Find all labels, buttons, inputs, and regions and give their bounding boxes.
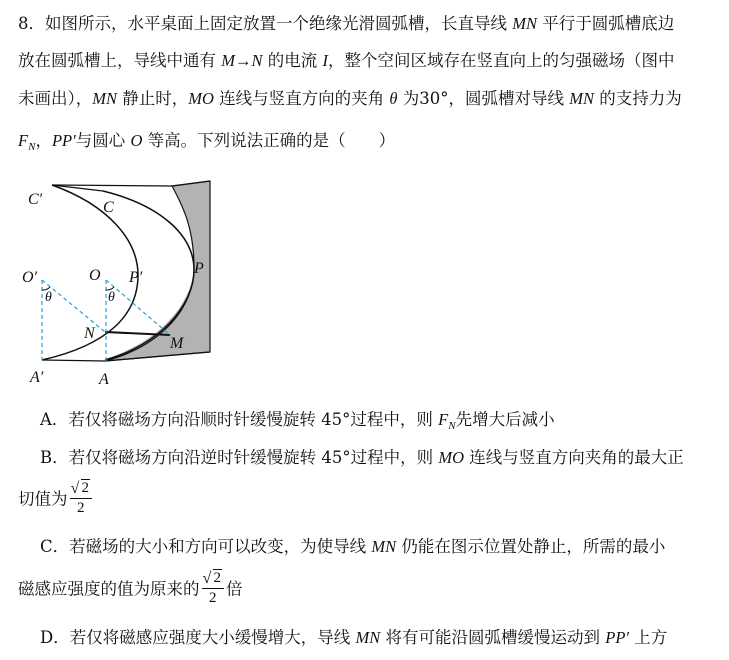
var-F-subscript: N (28, 141, 36, 153)
option-C (40, 533, 665, 557)
text: 放在圆弧槽上，导线中通有 (18, 51, 222, 70)
var-PP-prime: PP′ (605, 628, 630, 647)
option-B-line-2 (18, 478, 94, 517)
label-O-prime: O′ (22, 269, 38, 286)
text: 切值为 (18, 489, 68, 509)
var-MO: MO (438, 448, 465, 467)
fraction-sqrt2-over-2 (202, 568, 225, 607)
label-A-prime: A′ (30, 369, 44, 386)
label-C-prime: C′ (28, 191, 43, 208)
text: B．若仅将磁场方向沿逆时针缓慢旋转 45°过程中，则 (40, 448, 439, 467)
text: A．若仅将磁场方向沿顺时针缓慢旋转 45°过程中，则 (40, 410, 439, 429)
label-theta-2: θ (108, 290, 115, 305)
option-B (40, 444, 684, 468)
var-O: O (130, 131, 143, 150)
text: 为30°，圆弧槽对导线 (397, 89, 570, 108)
text: 未画出）， (18, 89, 93, 108)
text: 先增大后减小 (455, 410, 555, 429)
label-C: C (103, 199, 114, 216)
text: 倍 (226, 579, 243, 599)
text: 等高。下列说法正确的是（ ） (142, 131, 396, 150)
text: ， (35, 131, 52, 150)
var-MO: MO (188, 89, 214, 108)
top-edge-back (52, 185, 172, 186)
label-M: M (170, 335, 184, 352)
var-MN: MN (92, 89, 117, 108)
var-F-subscript: N (448, 420, 456, 432)
label-N: N (84, 325, 95, 342)
text: 静止时， (117, 89, 189, 108)
fraction-denominator: 2 (209, 590, 217, 606)
var-F: F (18, 131, 29, 150)
text: C．若磁场的大小和方向可以改变，为使导线 (40, 537, 372, 556)
text: 平行于圆弧槽底边 (537, 14, 675, 33)
text: 上方 (629, 628, 668, 647)
var-PP-prime: PP′ (51, 131, 76, 150)
option-A (40, 406, 555, 432)
var-I: I (322, 51, 328, 70)
var-MN: MN (355, 628, 381, 647)
text: 将有可能沿圆弧槽缓慢运动到 (380, 628, 606, 647)
fraction-denominator: 2 (77, 500, 85, 516)
text: 连线与竖直方向夹角的最大正 (464, 448, 684, 467)
var-theta: θ (389, 89, 398, 108)
fraction-sqrt2-over-2 (70, 478, 93, 517)
var-MN: MN (371, 537, 397, 556)
dashed-radius-O-prime-N (42, 280, 105, 332)
label-P: P (194, 260, 204, 277)
text: 连线与竖直方向的夹角 (213, 89, 390, 108)
text: D．若仅将磁感应强度大小缓慢增大，导线 (40, 628, 356, 647)
label-P-prime: P′ (129, 269, 143, 286)
label-O: O (89, 267, 101, 284)
option-D (40, 624, 667, 648)
label-A: A (99, 371, 109, 388)
text: 与圆心 (75, 131, 131, 150)
text: 如图所示，水平桌面上固定放置一个绝缘光滑圆弧槽，长直导线 (45, 14, 513, 33)
var-MN: MN (569, 89, 595, 108)
option-C-line-2 (18, 568, 243, 607)
var-M-to-N: M→N (221, 51, 263, 70)
fraction-numerator: 2 (213, 570, 221, 586)
text: 磁感应强度的值为原来的 (18, 579, 200, 599)
text: 的支持力为 (594, 89, 682, 108)
text: 的电流 (262, 51, 323, 70)
bottom-edge (42, 360, 105, 361)
var-MN: MN (512, 14, 537, 33)
text: ，整个空间区域存在竖直向上的匀强磁场（图中 (328, 51, 675, 70)
fraction-numerator: 2 (81, 480, 89, 496)
question-number: 8． (18, 14, 45, 33)
var-F: F (438, 410, 449, 429)
text: 仍能在图示位置处静止，所需的最小 (396, 537, 666, 556)
label-theta-1: θ (45, 290, 52, 305)
